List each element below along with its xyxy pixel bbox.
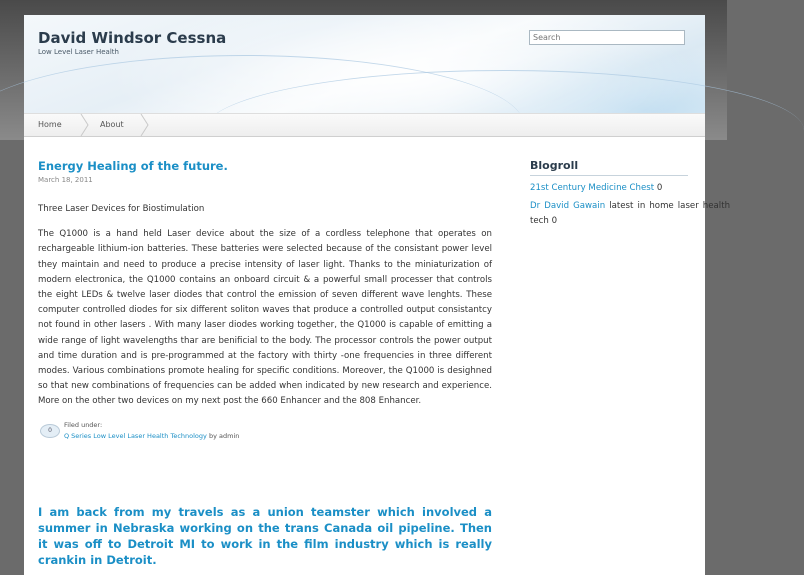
- post-title[interactable]: Energy Healing of the future.: [38, 159, 228, 173]
- blogroll-item: [530, 199, 730, 230]
- comment-count-bubble[interactable]: 0: [40, 424, 60, 438]
- sidebar: [530, 159, 730, 230]
- category-link[interactable]: Q Series Low Level Laser Health Technology: [64, 431, 207, 440]
- site-title[interactable]: David Windsor Cessna: [38, 29, 227, 47]
- blogroll-link[interactable]: Dr David Gawain: [530, 200, 606, 211]
- post-body: The Q1000 is a hand held Laser device about the size of a cordless telephone that operates on rechargeable lithium-ion batteries. These batteries were selected because of the consistant power level they maintain and need to produce a precise intensity of laser light. Thanks to the miniaturization of modern electronica, the Q1000 contains an onboard circuit & a powerful small processer that controls the eight LEDs & twelve laser diodes that control the emission of seven different wave lenghts. These computer controlled diodes for six different soliton waves that produce a controlled output consistantcy not found in other lasers . With many laser diodes working together, the Q1000 is capable of emitting a wide range of light wavelengths thar are benificial to the body. The processor controls the power output and time duration and is pre-programmed at the factory with thirty -one frequencies in three different modes. Various combinations promote healing for specific conditions. Moreover, the Q1000 is desighned so that new combinations of frequencies can be added when indicated by new research and experience. More on the other two devices on my next post the 660 Enhancer and the 808 Enhancer.: [38, 229, 492, 407]
- post-meta-text: [64, 420, 239, 442]
- main-content: [38, 159, 492, 442]
- post-meta: [38, 420, 492, 442]
- blogroll-heading: Blogroll: [530, 159, 688, 176]
- page-container: [24, 15, 731, 575]
- blogroll-text: latest in home laser health tech: [530, 200, 731, 226]
- post-title-2[interactable]: I am back from my travels as a union teamster which involved a summer in Nebraska working on the trans Canada oil pipeline. Then it was off to Detroit MI to work in the film industry which is really crankin in Detroit.: [38, 505, 492, 567]
- main-nav: [24, 113, 705, 137]
- post-subtitle: Three Laser Devices for Biostimulation: [38, 204, 205, 214]
- filed-under-label: Filed under:: [64, 420, 103, 429]
- blogroll-link[interactable]: 21st Century Medicine Chest: [530, 183, 655, 193]
- nav-item-about[interactable]: About: [100, 120, 124, 129]
- site-header: [24, 15, 705, 113]
- blogroll-count: 0: [551, 216, 558, 226]
- nav-separator-chevron: [80, 114, 90, 136]
- nav-separator-chevron: [140, 114, 150, 136]
- post-date: March 18, 2011: [38, 176, 93, 184]
- nav-item-home[interactable]: Home: [38, 120, 62, 129]
- post-author: by admin: [208, 431, 240, 440]
- blogroll-count: 0: [656, 183, 663, 193]
- search-input[interactable]: [529, 30, 685, 45]
- site-description: Low Level Laser Health: [38, 48, 119, 56]
- blogroll-item: [530, 181, 730, 197]
